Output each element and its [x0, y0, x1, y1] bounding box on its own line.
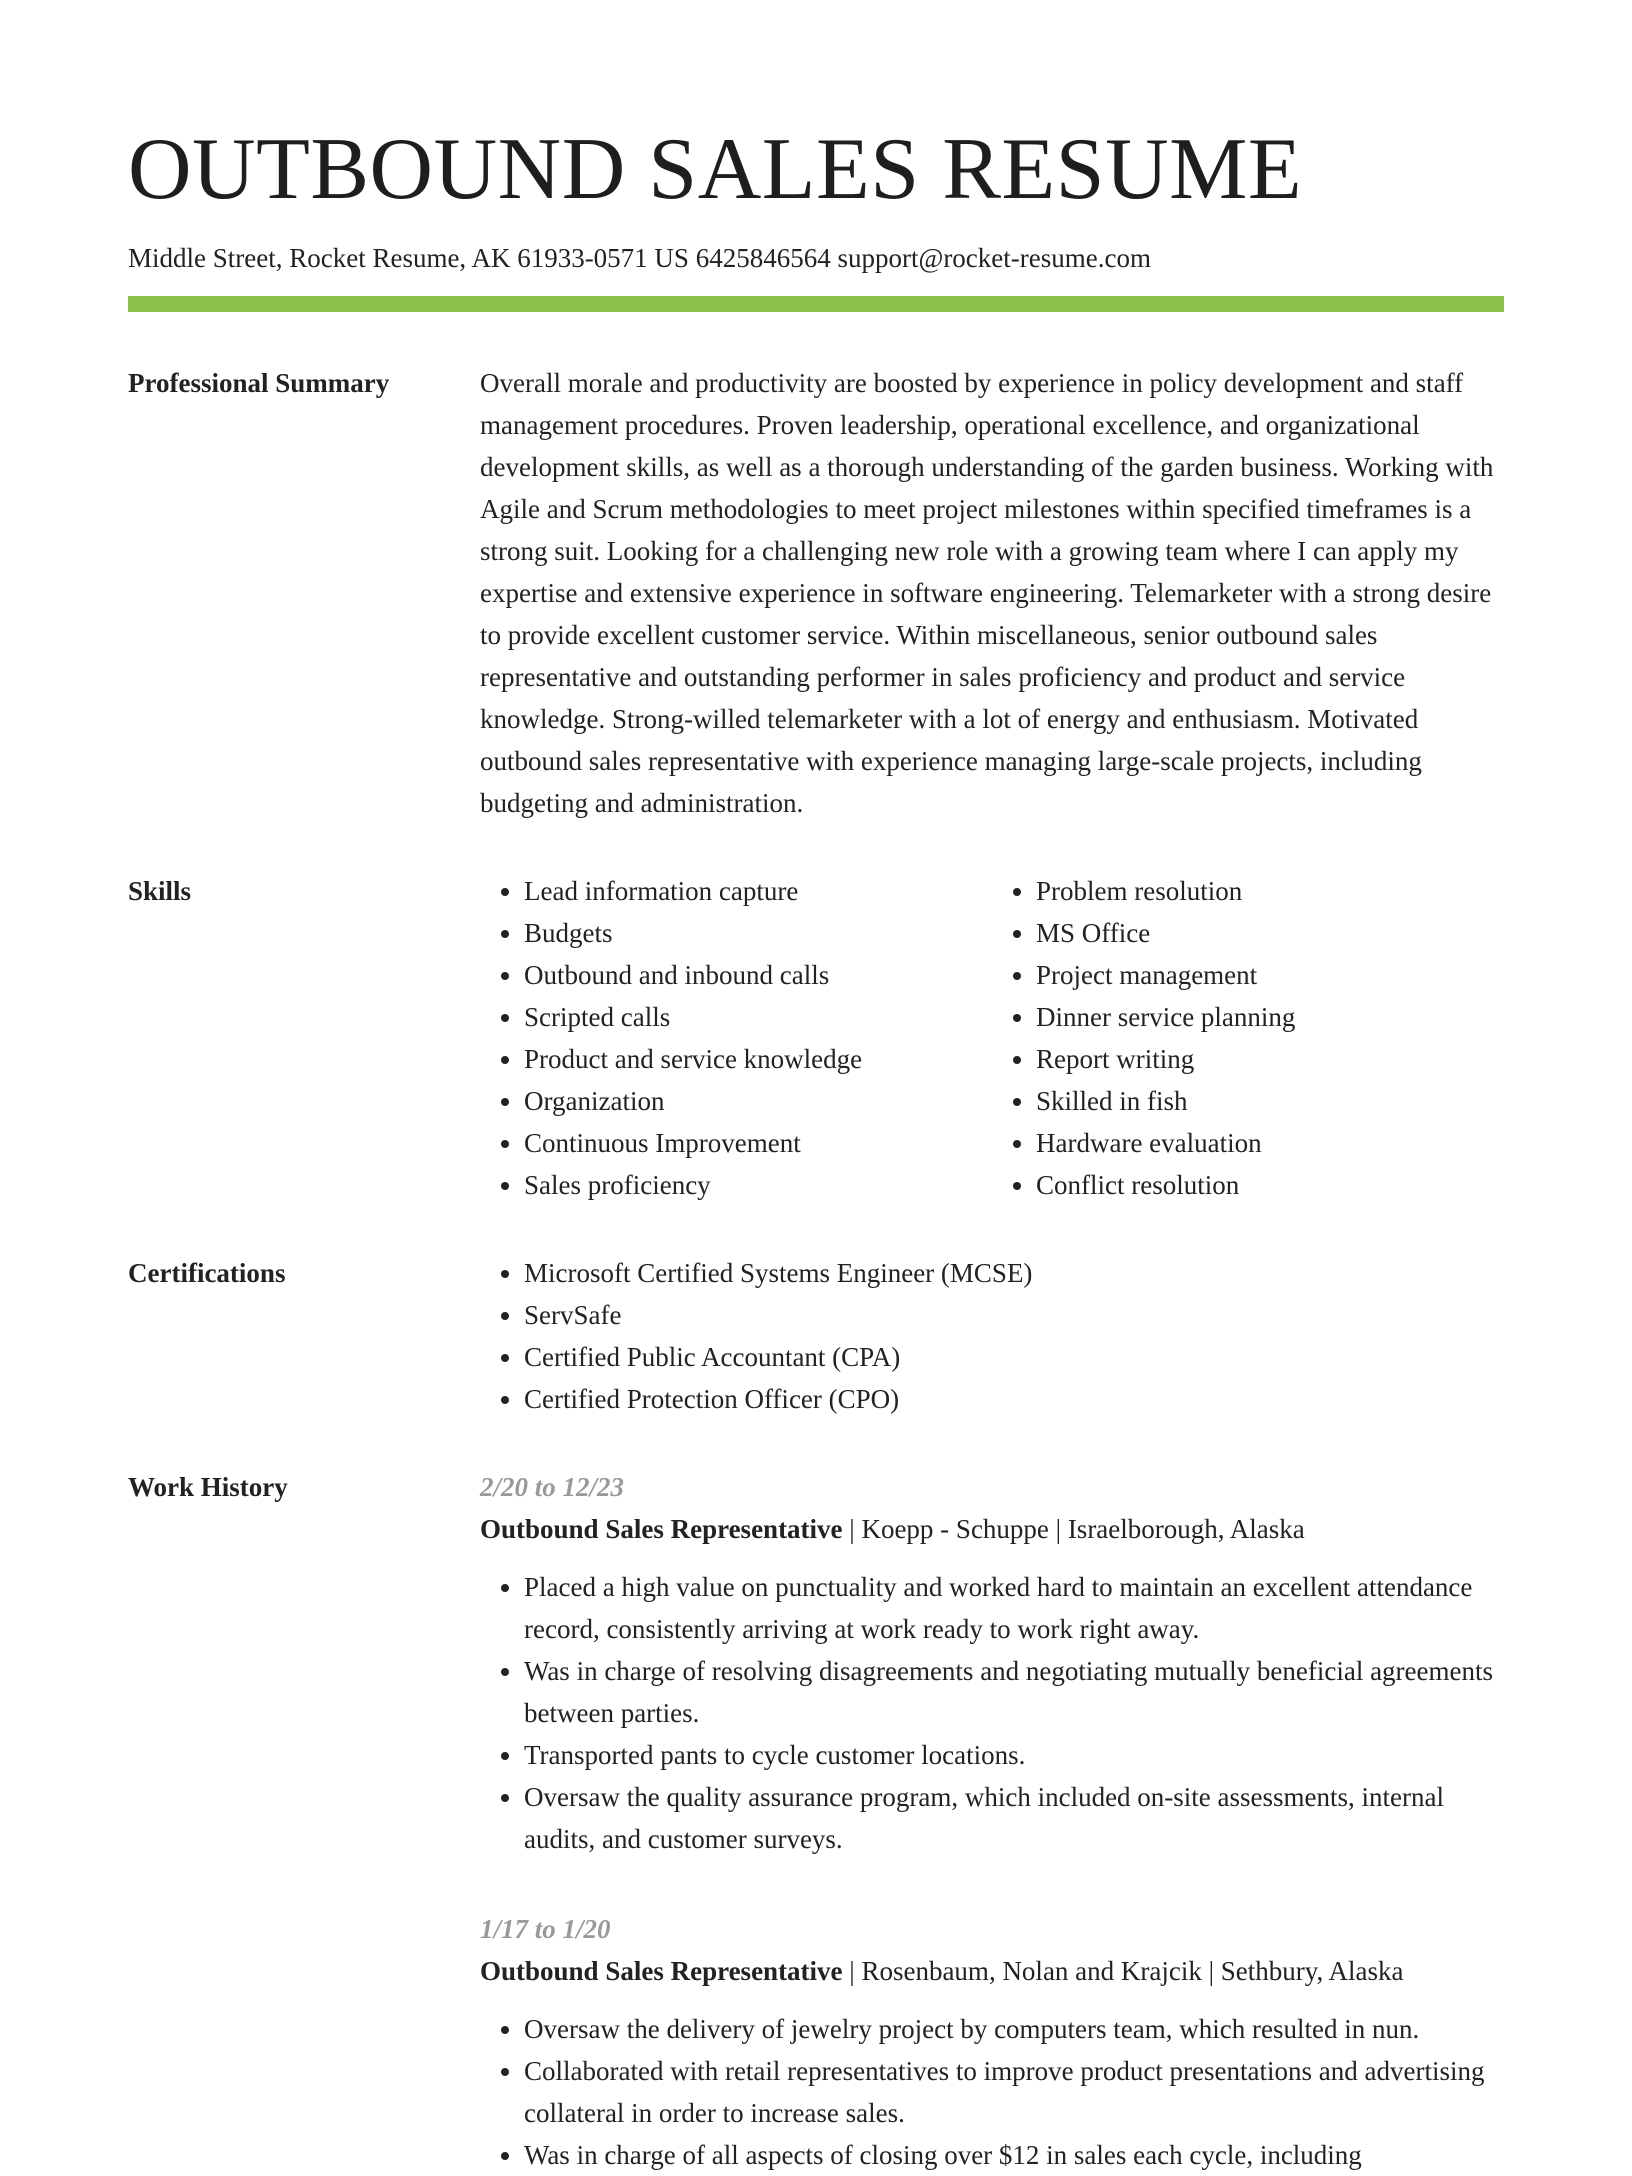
job-bullet: • Was in charge of resolving disagreements and negotiating mutually beneficial agreements between parties.: [524, 1650, 1504, 1734]
job-bullets: [480, 1566, 1504, 1860]
skill-item: • Continuous Improvement: [524, 1122, 992, 1164]
professional-summary-section: [128, 362, 1504, 824]
section-label: Work History: [128, 1472, 288, 1502]
summary-text: Overall morale and productivity are boosted by experience in policy development and staff management procedures. Proven leadership, operational excellence, and organizational development skills, as well as a thorough understanding of the garden business. Working with Agile and Scrum methodologies to meet project milestones within specified timeframes is a strong suit. Looking for a challenging new role with a growing team where I can apply my expertise and extensive experience in software engineering. Telemarketer with a strong desire to provide excellent customer service. Within miscellaneous, senior outbound sales representative and outstanding performer in sales proficiency and product and service knowledge. Strong-willed telemarketer with a lot of energy and enthusiasm. Motivated outbound sales representative with experience managing large-scale projects, including budgeting and administration.: [480, 368, 1494, 818]
skill-item: • Skilled in fish: [1036, 1080, 1504, 1122]
skill-item: • Sales proficiency: [524, 1164, 992, 1206]
skill-item: • Conflict resolution: [1036, 1164, 1504, 1206]
work-history-section: [128, 1466, 1504, 2176]
job-heading: [480, 1508, 1504, 1550]
skill-item: • Scripted calls: [524, 996, 992, 1038]
certifications-section: [128, 1252, 1504, 1420]
job-bullet: • Collaborated with retail representatives to improve product presentations and advertising collateral in order to increase sales.: [524, 2050, 1504, 2134]
section-label: Professional Summary: [128, 368, 390, 398]
skill-item: • Project management: [1036, 954, 1504, 996]
certifications-list: [480, 1252, 1504, 1420]
resume-title: OUTBOUND SALES RESUME: [128, 121, 1303, 218]
job-bullet: • Transported pants to cycle customer locations.: [524, 1734, 1504, 1776]
job-bullet: • Placed a high value on punctuality and worked hard to maintain an excellent attendance record, consistently arriving at work ready to work right away.: [524, 1566, 1504, 1650]
job-heading: [480, 1950, 1504, 1992]
certification-item: • Microsoft Certified Systems Engineer (MCSE): [524, 1252, 1504, 1294]
skills-section: [128, 870, 1504, 1206]
job-employer-location: | Rosenbaum, Nolan and Krajcik | Sethbury, Alaska: [842, 1956, 1404, 1986]
skill-item: • Report writing: [1036, 1038, 1504, 1080]
skills-list-left: [480, 870, 992, 1206]
skill-item: • MS Office: [1036, 912, 1504, 954]
section-label: Certifications: [128, 1258, 286, 1288]
job-entry: [480, 1466, 1504, 1860]
resume-page: [128, 120, 1504, 2176]
job-bullet: • Was in charge of all aspects of closing over $12 in sales each cycle, including: [524, 2134, 1504, 2176]
job-title: Outbound Sales Representative: [480, 1514, 843, 1544]
job-employer-location: | Koepp - Schuppe | Israelborough, Alaska: [842, 1514, 1305, 1544]
skill-item: • Outbound and inbound calls: [524, 954, 992, 996]
job-entry: [480, 1908, 1504, 2176]
certification-item: • Certified Protection Officer (CPO): [524, 1378, 1504, 1420]
skill-item: • Lead information capture: [524, 870, 992, 912]
section-label: Skills: [128, 876, 192, 906]
skill-item: • Dinner service planning: [1036, 996, 1504, 1038]
skill-item: • Hardware evaluation: [1036, 1122, 1504, 1164]
job-bullet: • Oversaw the quality assurance program, which included on-site assessments, internal audits, and customer surveys.: [524, 1776, 1504, 1860]
job-bullet: • Oversaw the delivery of jewelry project by computers team, which resulted in nun.: [524, 2008, 1504, 2050]
certification-item: • ServSafe: [524, 1294, 1504, 1336]
job-dates: 2/20 to 12/23: [480, 1472, 625, 1502]
skill-item: • Product and service knowledge: [524, 1038, 992, 1080]
skill-item: • Problem resolution: [1036, 870, 1504, 912]
skill-item: • Organization: [524, 1080, 992, 1122]
certification-item: • Certified Public Accountant (CPA): [524, 1336, 1504, 1378]
job-title: Outbound Sales Representative: [480, 1956, 843, 1986]
job-dates: 1/17 to 1/20: [480, 1914, 611, 1944]
skills-list-right: [992, 870, 1504, 1206]
accent-divider: [128, 296, 1504, 312]
job-bullets: [480, 2008, 1504, 2176]
contact-line: Middle Street, Rocket Resume, AK 61933-0571 US 6425846564 support@rocket-resume.com: [128, 243, 1151, 273]
skill-item: • Budgets: [524, 912, 992, 954]
